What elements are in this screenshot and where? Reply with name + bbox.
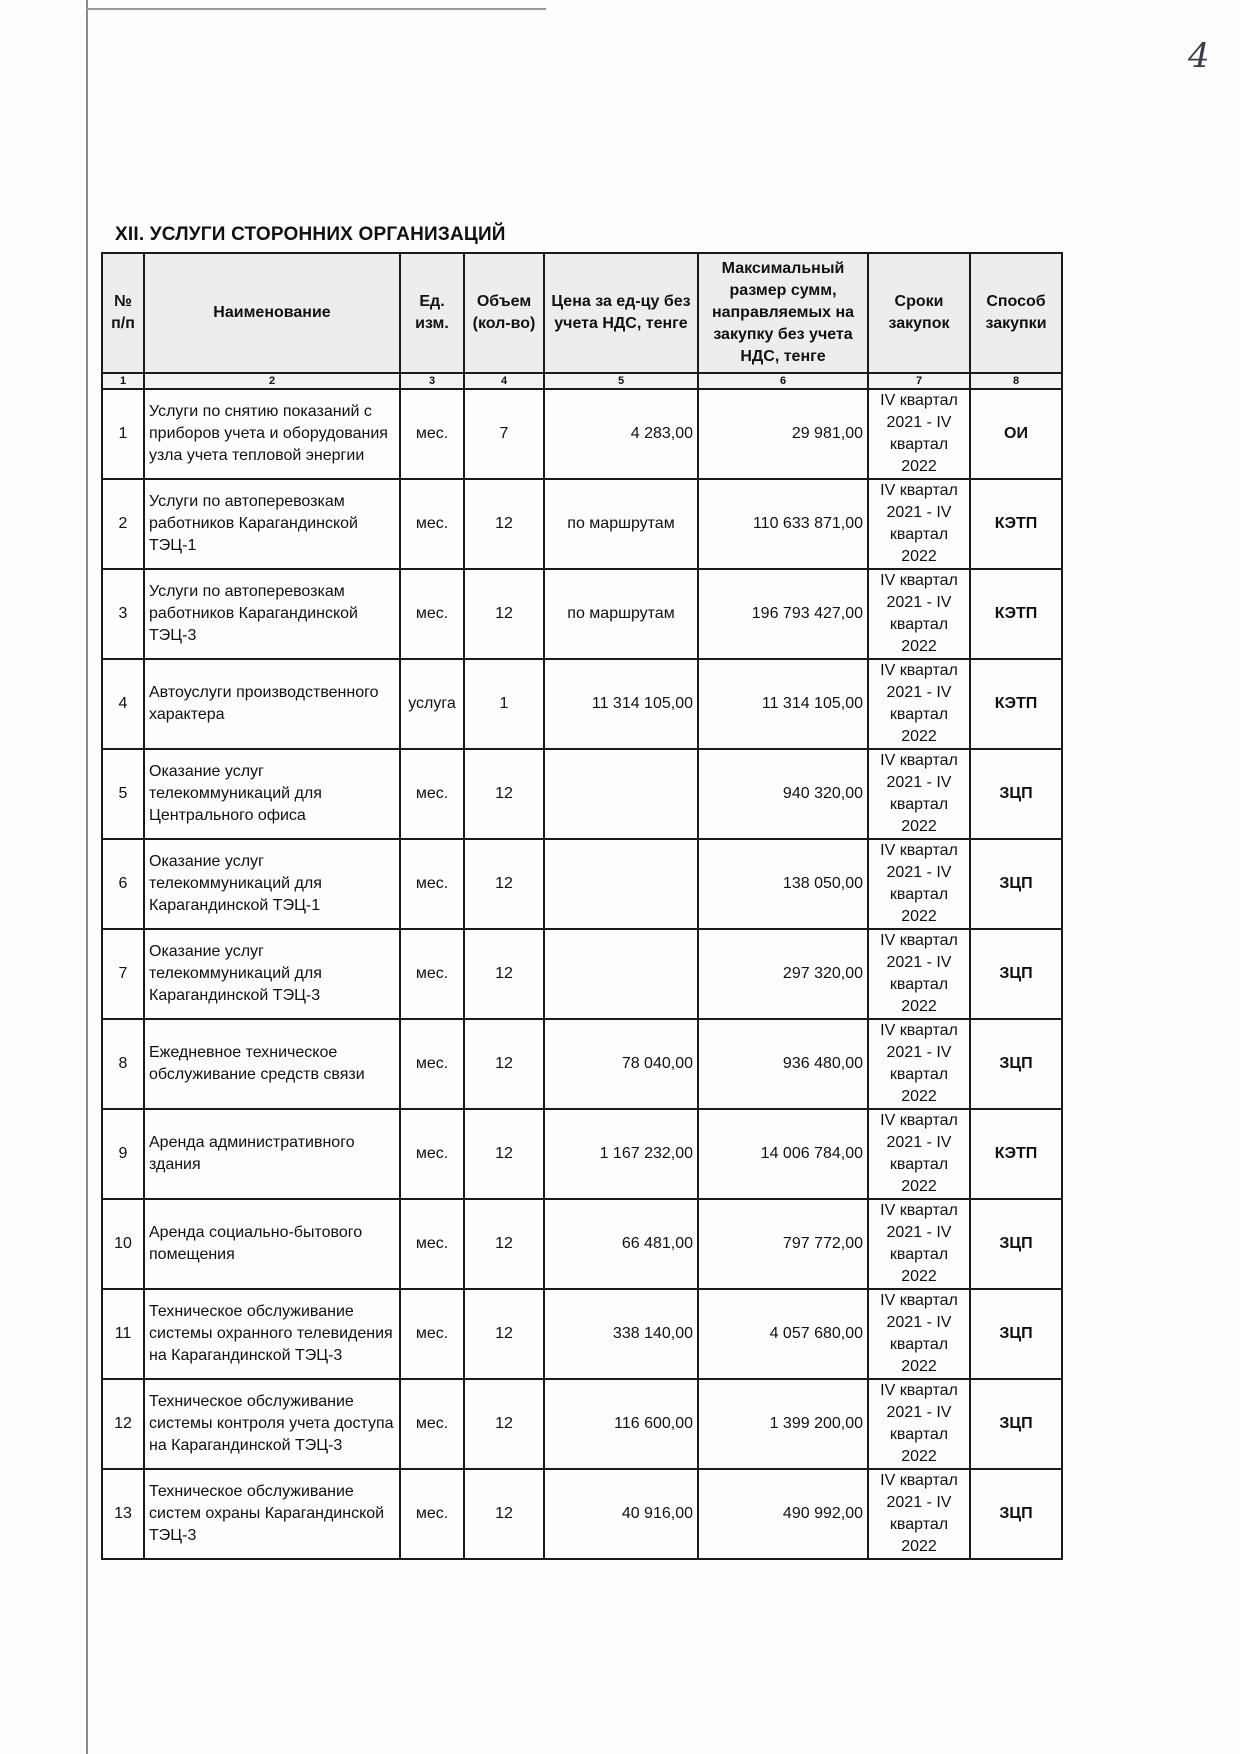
row-number: 2	[102, 479, 144, 569]
unit-price	[544, 749, 698, 839]
col-header-method: Способ закупки	[970, 253, 1062, 373]
table-row	[102, 1019, 1062, 1109]
service-name: Техническое обслуживание системы охранного телевидения на Карагандинской ТЭЦ-3	[144, 1289, 400, 1379]
scan-left-edge	[86, 0, 88, 1754]
row-number: 10	[102, 1199, 144, 1289]
table-row	[102, 1109, 1062, 1199]
unit: мес.	[400, 749, 464, 839]
row-number: 7	[102, 929, 144, 1019]
unit-price: 78 040,00	[544, 1019, 698, 1109]
quantity: 12	[464, 569, 544, 659]
max-amount: 29 981,00	[698, 389, 868, 479]
procurement-method: КЭТП	[970, 1109, 1062, 1199]
table-body	[102, 389, 1062, 1559]
procurement-method: ЗЦП	[970, 749, 1062, 839]
quantity: 12	[464, 479, 544, 569]
service-name: Аренда административного здания	[144, 1109, 400, 1199]
procurement-method: КЭТП	[970, 479, 1062, 569]
procurement-method: ЗЦП	[970, 1469, 1062, 1559]
procurement-table	[101, 252, 1063, 1560]
service-name: Услуги по автоперевозкам работников Карагандинской ТЭЦ-3	[144, 569, 400, 659]
unit: мес.	[400, 1109, 464, 1199]
column-number: 8	[970, 373, 1062, 389]
service-name: Услуги по снятию показаний с приборов учета и оборудования узла учета тепловой энергии	[144, 389, 400, 479]
quantity: 12	[464, 1379, 544, 1469]
service-name: Техническое обслуживание систем охраны Карагандинской ТЭЦ-3	[144, 1469, 400, 1559]
max-amount: 490 992,00	[698, 1469, 868, 1559]
unit: мес.	[400, 479, 464, 569]
unit-price: 40 916,00	[544, 1469, 698, 1559]
max-amount: 4 057 680,00	[698, 1289, 868, 1379]
quantity: 7	[464, 389, 544, 479]
handwritten-page-number: 4	[1188, 36, 1210, 76]
row-number: 9	[102, 1109, 144, 1199]
row-number: 12	[102, 1379, 144, 1469]
max-amount: 14 006 784,00	[698, 1109, 868, 1199]
unit: мес.	[400, 1469, 464, 1559]
table-row	[102, 839, 1062, 929]
row-number: 5	[102, 749, 144, 839]
service-name: Аренда социально-бытового помещения	[144, 1199, 400, 1289]
col-header-number: № п/п	[102, 253, 144, 373]
procurement-period: IV квартал 2021 - IV квартал 2022	[868, 1109, 970, 1199]
column-number: 7	[868, 373, 970, 389]
max-amount: 1 399 200,00	[698, 1379, 868, 1469]
table-row	[102, 479, 1062, 569]
procurement-period: IV квартал 2021 - IV квартал 2022	[868, 1469, 970, 1559]
table-row	[102, 1289, 1062, 1379]
unit: мес.	[400, 1379, 464, 1469]
row-number: 6	[102, 839, 144, 929]
procurement-period: IV квартал 2021 - IV квартал 2022	[868, 479, 970, 569]
col-header-unit: Ед. изм.	[400, 253, 464, 373]
max-amount: 936 480,00	[698, 1019, 868, 1109]
column-number: 4	[464, 373, 544, 389]
unit: мес.	[400, 569, 464, 659]
unit: мес.	[400, 839, 464, 929]
service-name: Услуги по автоперевозкам работников Карагандинской ТЭЦ-1	[144, 479, 400, 569]
procurement-period: IV квартал 2021 - IV квартал 2022	[868, 749, 970, 839]
procurement-period: IV квартал 2021 - IV квартал 2022	[868, 1019, 970, 1109]
unit-price	[544, 839, 698, 929]
quantity: 12	[464, 1019, 544, 1109]
procurement-method: ЗЦП	[970, 1019, 1062, 1109]
service-name: Техническое обслуживание системы контроля учета доступа на Карагандинской ТЭЦ-3	[144, 1379, 400, 1469]
unit-price: 116 600,00	[544, 1379, 698, 1469]
unit: мес.	[400, 1019, 464, 1109]
quantity: 12	[464, 1469, 544, 1559]
col-header-period: Сроки закупок	[868, 253, 970, 373]
col-header-unit-price: Цена за ед-цу без учета НДС, тенге	[544, 253, 698, 373]
quantity: 1	[464, 659, 544, 749]
procurement-method: ЗЦП	[970, 1289, 1062, 1379]
row-number: 4	[102, 659, 144, 749]
max-amount: 196 793 427,00	[698, 569, 868, 659]
unit: мес.	[400, 929, 464, 1019]
procurement-period: IV квартал 2021 - IV квартал 2022	[868, 839, 970, 929]
procurement-method: ЗЦП	[970, 839, 1062, 929]
unit-price: 1 167 232,00	[544, 1109, 698, 1199]
column-number: 3	[400, 373, 464, 389]
table-row	[102, 1199, 1062, 1289]
procurement-method: ЗЦП	[970, 929, 1062, 1019]
quantity: 12	[464, 1289, 544, 1379]
unit: услуга	[400, 659, 464, 749]
unit-price: по маршрутам	[544, 479, 698, 569]
procurement-period: IV квартал 2021 - IV квартал 2022	[868, 389, 970, 479]
column-number: 2	[144, 373, 400, 389]
max-amount: 138 050,00	[698, 839, 868, 929]
quantity: 12	[464, 929, 544, 1019]
procurement-method: КЭТП	[970, 569, 1062, 659]
quantity: 12	[464, 1199, 544, 1289]
service-name: Оказание услуг телекоммуникаций для Центрального офиса	[144, 749, 400, 839]
procurement-method: ЗЦП	[970, 1379, 1062, 1469]
header-row	[102, 253, 1062, 373]
quantity: 12	[464, 1109, 544, 1199]
row-number: 8	[102, 1019, 144, 1109]
unit: мес.	[400, 389, 464, 479]
table-row	[102, 1379, 1062, 1469]
col-header-quantity: Объем (кол-во)	[464, 253, 544, 373]
procurement-period: IV квартал 2021 - IV квартал 2022	[868, 659, 970, 749]
procurement-method: КЭТП	[970, 659, 1062, 749]
unit-price: 338 140,00	[544, 1289, 698, 1379]
column-number: 5	[544, 373, 698, 389]
table-row	[102, 569, 1062, 659]
service-name: Автоуслуги производственного характера	[144, 659, 400, 749]
procurement-period: IV квартал 2021 - IV квартал 2022	[868, 929, 970, 1019]
unit-price: 11 314 105,00	[544, 659, 698, 749]
row-number: 3	[102, 569, 144, 659]
column-number: 1	[102, 373, 144, 389]
unit-price: 66 481,00	[544, 1199, 698, 1289]
table-row	[102, 659, 1062, 749]
section-title: XII. УСЛУГИ СТОРОННИХ ОРГАНИЗАЦИЙ	[115, 224, 506, 245]
unit-price: 4 283,00	[544, 389, 698, 479]
procurement-method: ОИ	[970, 389, 1062, 479]
col-header-max-amount: Максимальный размер сумм, направляемых на закупку без учета НДС, тенге	[698, 253, 868, 373]
row-number: 11	[102, 1289, 144, 1379]
table-row	[102, 1469, 1062, 1559]
column-number-row	[102, 373, 1062, 389]
procurement-period: IV квартал 2021 - IV квартал 2022	[868, 569, 970, 659]
procurement-period: IV квартал 2021 - IV квартал 2022	[868, 1199, 970, 1289]
unit: мес.	[400, 1199, 464, 1289]
procurement-period: IV квартал 2021 - IV квартал 2022	[868, 1289, 970, 1379]
unit: мес.	[400, 1289, 464, 1379]
max-amount: 940 320,00	[698, 749, 868, 839]
service-name: Оказание услуг телекоммуникаций для Карагандинской ТЭЦ-3	[144, 929, 400, 1019]
procurement-method: ЗЦП	[970, 1199, 1062, 1289]
max-amount: 110 633 871,00	[698, 479, 868, 569]
column-number: 6	[698, 373, 868, 389]
max-amount: 11 314 105,00	[698, 659, 868, 749]
unit-price: по маршрутам	[544, 569, 698, 659]
row-number: 13	[102, 1469, 144, 1559]
row-number: 1	[102, 389, 144, 479]
table-row	[102, 389, 1062, 479]
col-header-name: Наименование	[144, 253, 400, 373]
quantity: 12	[464, 749, 544, 839]
service-name: Ежедневное техническое обслуживание средств связи	[144, 1019, 400, 1109]
max-amount: 797 772,00	[698, 1199, 868, 1289]
scan-top-edge	[86, 8, 546, 10]
service-name: Оказание услуг телекоммуникаций для Карагандинской ТЭЦ-1	[144, 839, 400, 929]
unit-price	[544, 929, 698, 1019]
max-amount: 297 320,00	[698, 929, 868, 1019]
procurement-period: IV квартал 2021 - IV квартал 2022	[868, 1379, 970, 1469]
table-row	[102, 929, 1062, 1019]
quantity: 12	[464, 839, 544, 929]
table-row	[102, 749, 1062, 839]
